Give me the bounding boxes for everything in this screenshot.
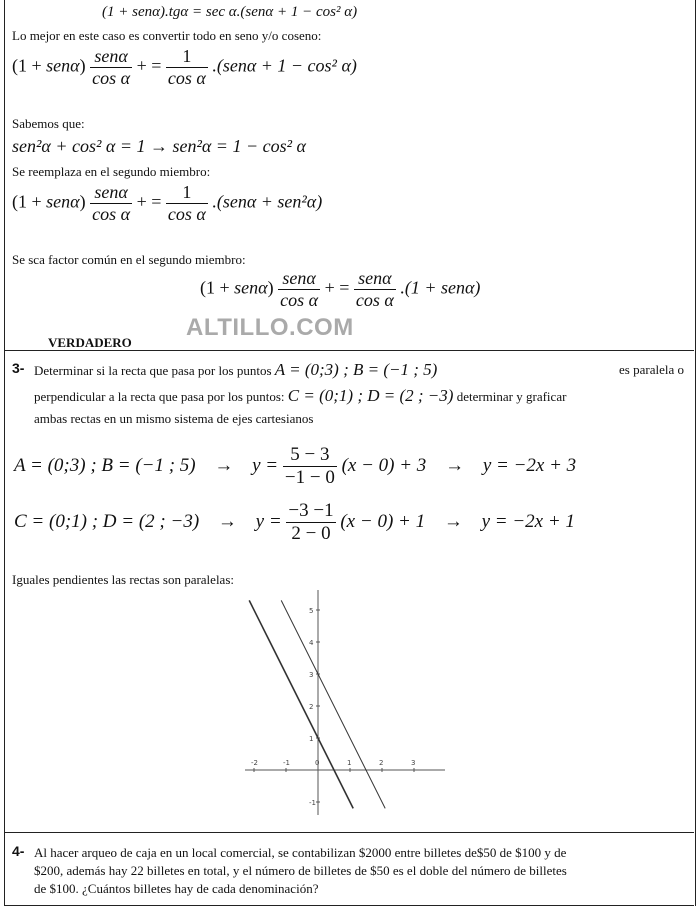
- eq2-tail: .(senα + sen²α): [212, 191, 323, 212]
- x-tick-label: 3: [411, 759, 416, 767]
- row2-points: C = (0;1) ; D = (2 ; −3): [14, 510, 200, 532]
- q3-points-cd: C = (0;1) ; D = (2 ; −3): [287, 386, 454, 405]
- x-tick-label: 0: [315, 759, 320, 767]
- factor-text: Se sca factor común en el segundo miembro:: [12, 252, 246, 267]
- row1-points: A = (0;3) ; B = (−1 ; 5): [14, 454, 196, 476]
- question-3-number: 3-: [12, 360, 25, 376]
- eq1-tail: .(senα + 1 − cos² α): [212, 55, 357, 76]
- y-tick-label: 3: [309, 671, 314, 679]
- q3-statement-start: Determinar si la recta que pasa por los puntos: [34, 363, 272, 378]
- y-tick-label: 4: [309, 639, 314, 647]
- eq3-left-num: senα: [282, 268, 316, 288]
- row1-result: y = −2x + 3: [482, 454, 577, 476]
- row1-num: 5 − 3: [290, 444, 330, 465]
- eq2-left-den: cos α: [92, 204, 131, 224]
- question-4-line3: de $100. ¿Cuántos billetes hay de cada denominación?: [34, 881, 319, 896]
- q3-points-ab: A = (0;3) ; B = (−1 ; 5): [274, 360, 438, 379]
- row2-result: y = −2x + 1: [481, 510, 575, 532]
- verdict-label: VERDADERO: [48, 335, 132, 350]
- page-bottom-border: [4, 905, 694, 906]
- eq3-mid: + =: [324, 277, 350, 298]
- altillo-watermark: ALTILLO.COM: [186, 314, 354, 341]
- eq2-mid: + =: [136, 191, 162, 212]
- equation-1: (1 + senα) $\frac{\text{senα}}{\text{cos α}}$ + = $\frac{1}{\text{cos α}}$ .(senα + 1 − cos² α): [12, 46, 357, 88]
- row1-tail: (x − 0) + 3: [341, 454, 427, 476]
- q3-line2-start: perpendicular a la recta que pasa por los puntos:: [34, 389, 285, 404]
- identity-equation: sen²α + cos² α = 1 → sen²α = 1 − cos² α: [12, 136, 306, 156]
- know-text: Sabemos que:: [12, 116, 85, 131]
- eq3-left-den: cos α: [280, 290, 319, 310]
- plot-line-1: [281, 600, 385, 808]
- x-tick-label: 2: [379, 759, 384, 767]
- eq2-right-num: 1: [182, 182, 192, 202]
- row1-den: −1 − 0: [284, 467, 335, 488]
- row2-tail: (x − 0) + 1: [340, 510, 426, 532]
- y-tick-label: 2: [309, 703, 314, 711]
- intro-text: Lo mejor en este caso es convertir todo en seno y/o coseno:: [12, 28, 322, 43]
- y-tick-label: 5: [309, 607, 314, 615]
- eq1-right-den: cos α: [167, 68, 206, 88]
- question-3-line3: ambas rectas en un mismo sistema de ejes cartesianos: [34, 411, 314, 426]
- equation-3: (1 + senα) $\frac{\text{senα}}{\text{cos α}}$ + = $\frac{\text{senα}}{\text{cos α}}$ .(1 + senα): [200, 268, 481, 310]
- eq2-left-num: senα: [94, 182, 128, 202]
- x-tick-label: -1: [283, 759, 290, 767]
- x-tick-label: 1: [347, 759, 352, 767]
- question-4-line1: Al hacer arqueo de caja en un local comercial, se contabilizan $2000 entre billetes de$50 de $100 y de: [34, 845, 567, 860]
- question-3-line1: [34, 361, 684, 380]
- arrow-icon: →: [217, 510, 237, 532]
- eq1-right-num: 1: [182, 46, 192, 66]
- equation-top: (1 + senα).tgα = sec α.(senα + 1 − cos² α): [102, 4, 358, 20]
- conclusion-text: Iguales pendientes las rectas son paralelas:: [12, 572, 234, 587]
- row2-num: −3 −1: [288, 500, 334, 521]
- question-3-line2: [34, 387, 684, 406]
- y-tick-label: 1: [309, 735, 314, 743]
- y-tick-label: -1: [309, 799, 316, 807]
- eq3-tail: .(1 + senα): [400, 277, 481, 298]
- eq2-right-den: cos α: [167, 204, 206, 224]
- question-4-number: 4-: [12, 843, 25, 859]
- divider-section-3: [4, 350, 694, 351]
- arrow-icon: →: [443, 510, 463, 532]
- q3-line2-end: determinar y graficar: [456, 389, 567, 404]
- equation-2: (1 + senα) $\frac{\text{senα}}{\text{cos α}}$ + = $\frac{1}{\text{cos α}}$ .(senα + sen²α): [12, 182, 323, 224]
- plot-line-2: [249, 600, 353, 808]
- divider-section-4: [4, 832, 694, 833]
- question-4-line2: $200, además hay 22 billetes en total, y el número de billetes de $50 es el doble del número de billetes: [34, 863, 567, 878]
- x-tick-label: -2: [251, 759, 258, 767]
- row2-den: 2 − 0: [286, 522, 335, 545]
- eq1-mid: + =: [136, 55, 162, 76]
- q3-statement-end: es paralela o: [619, 362, 684, 377]
- solution-row-1: A = (0;3) ; B = (−1 ; 5) → y = $\frac{5 - 3}{-1 - 0}$ (x − 0) + 3 → y = −2x + 3: [14, 444, 577, 488]
- arrow-icon: →: [214, 454, 234, 476]
- eq1-left-num: senα: [94, 46, 128, 66]
- eq3-right-den: cos α: [355, 290, 394, 310]
- eq3-right-num: senα: [358, 268, 392, 288]
- replace-text: Se reemplaza en el segundo miembro:: [12, 164, 211, 179]
- cartesian-graph: [240, 585, 450, 820]
- eq1-left-den: cos α: [92, 68, 131, 88]
- arrow-icon: →: [445, 454, 465, 476]
- solution-row-2: C = (0;1) ; D = (2 ; −3) → y = $\frac{-3 -1}{2 - 0}$ (x − 0) + 1 → y = −2x + 1: [14, 500, 575, 544]
